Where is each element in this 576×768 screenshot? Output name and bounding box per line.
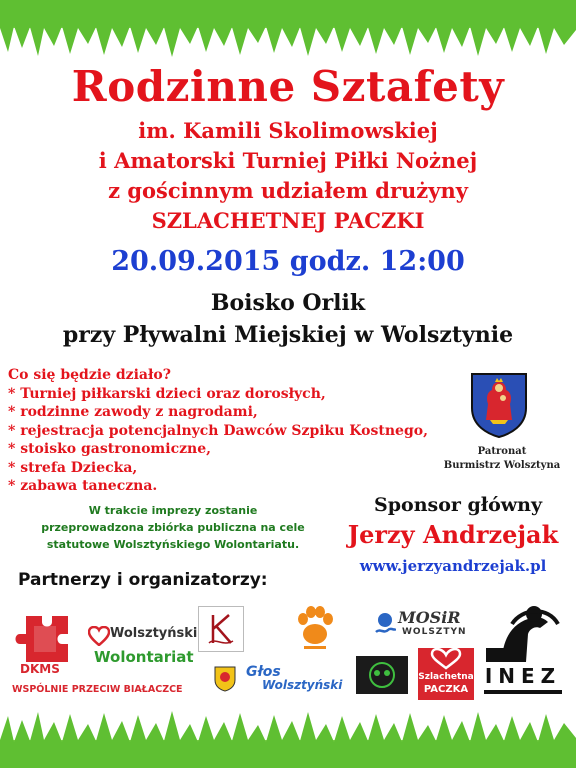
program-item: * zabawa taneczna. (8, 478, 158, 494)
program-item: * strefa Dziecka, (8, 459, 138, 476)
patron-name: Burmistrz Wolsztyna (443, 460, 561, 471)
wolontariat-line-1: Wolsztyński (110, 626, 198, 641)
small-crest-icon (214, 666, 236, 692)
venue-line-2: przy Pływalni Miejskiej w Wolsztynie (62, 322, 514, 348)
inez-dj-logo (482, 604, 564, 700)
collection-note-line-1: W trakcie imprezy zostanie (88, 504, 258, 517)
heart-ribbon-icon (418, 648, 474, 670)
glos-line-1: Głos (246, 664, 281, 680)
glos-wolsztynski-logo (240, 664, 343, 696)
event-date: 20.09.2015 godz. 12:00 (111, 246, 465, 277)
dkms-name: DKMS (20, 662, 60, 676)
subtitle-line-1: im. Kamili Skolimowskiej (138, 118, 438, 143)
program-item: * rodzinne zawody z nagrodami, (8, 404, 258, 420)
wolontariat-logo (88, 624, 198, 674)
subtitle-line-4: SZLACHETNEJ PACZKI (151, 208, 425, 233)
wolontariat-line-2: Wolontariat (94, 648, 194, 666)
collection-note-line-2: przeprowadzona zbiórka publiczna na cele (41, 521, 305, 534)
dark-badge-logo (356, 656, 408, 694)
subtitle-line-3: z gościnnym udziałem drużyny (108, 178, 468, 203)
szlachetna-line-1: Szlachetna (418, 672, 474, 682)
program-list (8, 366, 428, 496)
owl-icon (356, 656, 408, 694)
culture-house-logo (198, 606, 244, 652)
venue-line-1: Boisko Orlik (210, 290, 366, 316)
mosir-line-2: WOLSZTYN (402, 627, 467, 637)
mosir-logo (374, 608, 472, 644)
heart-icon (88, 626, 110, 646)
collection-note (0, 502, 346, 553)
patron-label: Patronat (477, 446, 527, 457)
glos-line-2: Wolsztyński (262, 678, 343, 692)
szlachetna-line-2: PACZKA (423, 684, 469, 695)
program-heading: Co się będzie działo? (8, 367, 171, 383)
event-title: Rodzinne Sztafety (71, 62, 505, 111)
program-item: * Turniej piłkarski dzieci oraz dorosłych, (8, 385, 326, 402)
dkms-slogan: WSPÓLNIE PRZECIW BIAŁACZCE (12, 684, 183, 695)
grass-border-bottom (0, 708, 576, 768)
subtitle-line-2: i Amatorski Turniej Piłki Nożnej (98, 148, 478, 173)
dj-silhouette-icon (482, 604, 564, 664)
sponsor-url[interactable]: www.jerzyandrzejak.pl (359, 557, 547, 575)
k-monogram-icon (199, 607, 243, 651)
wolsztyn-crest-icon (470, 372, 528, 438)
paw-icon (294, 604, 336, 652)
sponsor-heading: Sponsor główny (374, 494, 542, 516)
collection-note-line-3: statutowe Wolsztyńskiego Wolontariatu. (46, 538, 300, 551)
grass-border-top (0, 0, 576, 60)
partners-heading: Partnerzy i organizatorzy: (18, 570, 268, 590)
inez-underline (484, 690, 562, 694)
patron-block (428, 445, 576, 473)
szlachetna-paczka-logo (418, 648, 474, 700)
swimmer-icon (374, 612, 396, 638)
mosir-line-1: MOSiR (398, 608, 461, 627)
inez-name: INEZ (484, 664, 562, 688)
paw-team-logo (294, 604, 336, 652)
program-item: * rejestracja potencjalnych Dawców Szpiku Kostnego, (8, 422, 428, 439)
program-item: * stoisko gastronomiczne, (8, 441, 211, 457)
sponsor-name: Jerzy Andrzejak (347, 520, 559, 549)
